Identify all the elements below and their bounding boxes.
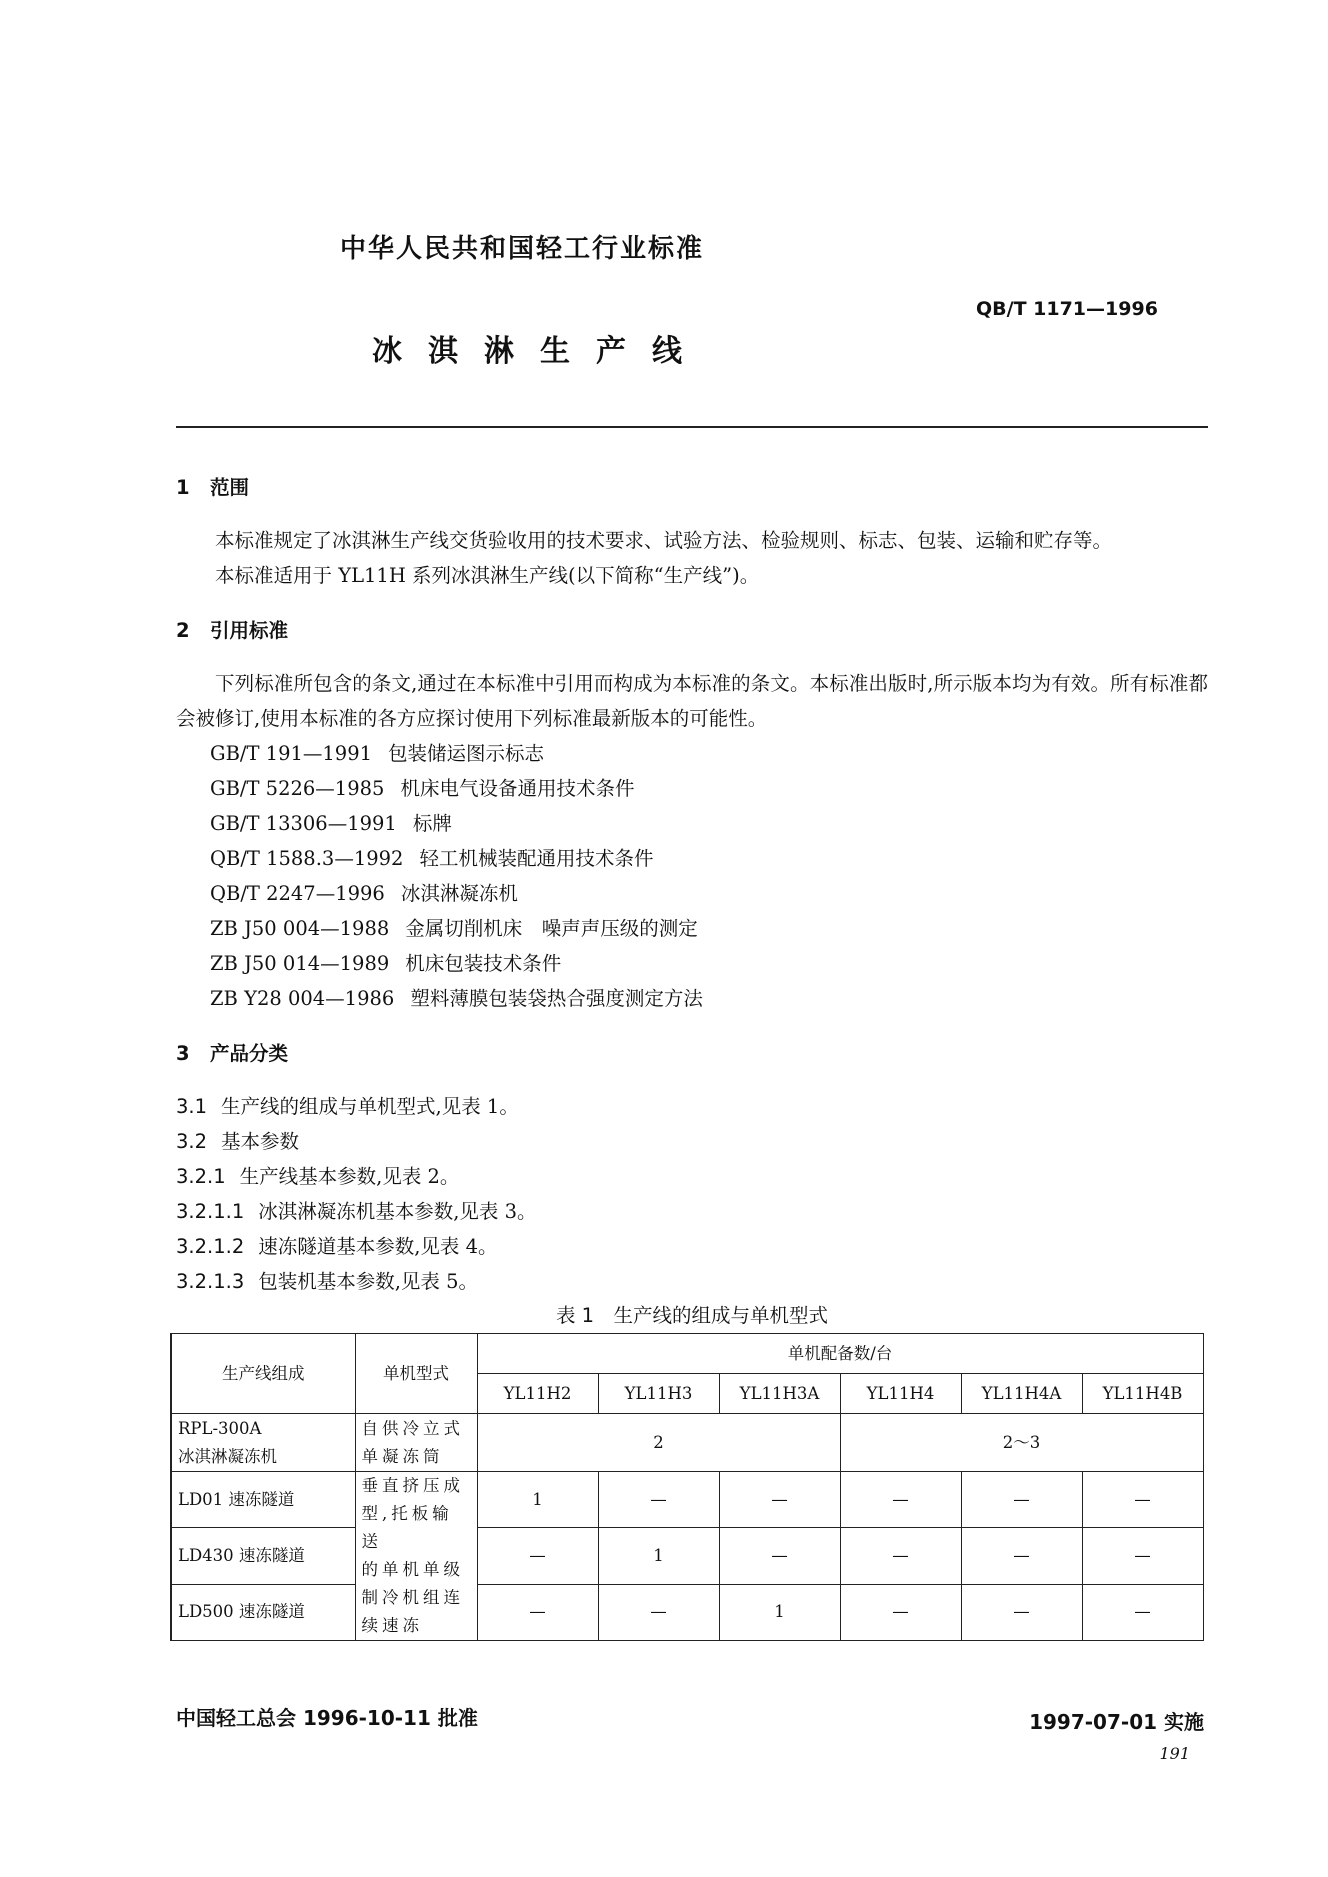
reference-list	[176, 736, 1208, 1016]
reference-name: 金属切削机床 噪声声压级的测定	[405, 917, 698, 940]
table-cell: —	[598, 1472, 719, 1528]
table-cell: —	[1082, 1584, 1203, 1640]
clause-number: 3.1	[176, 1095, 208, 1118]
table-row	[171, 1528, 1203, 1584]
table-cell: 2	[477, 1414, 840, 1472]
clause-number: 3.2.1.2	[176, 1235, 245, 1258]
clause-number: 3.2.1	[176, 1165, 226, 1188]
table-cell: —	[477, 1528, 598, 1584]
section-heading	[176, 470, 1208, 505]
clause	[176, 1194, 1208, 1229]
clause	[176, 1124, 1208, 1159]
clause	[176, 1159, 1208, 1194]
reference-name: 塑料薄膜包装袋热合强度测定方法	[410, 987, 703, 1010]
model-header: YL11H4	[840, 1374, 961, 1414]
table-cell: —	[477, 1584, 598, 1640]
column-header: 单机型式	[355, 1334, 477, 1414]
clause-text: 包装机基本参数,见表 5。	[258, 1270, 479, 1293]
reference-name: 包装储运图示标志	[388, 742, 545, 765]
paragraph: 下列标准所包含的条文,通过在本标准中引用而构成为本标准的条文。本标准出版时,所示版本均为有效。所有标准都会被修订,使用本标准的各方应探讨使用下列标准最新版本的可能性。	[176, 672, 1208, 730]
section-number: 1	[176, 476, 190, 499]
table-row	[171, 1414, 1203, 1472]
header-divider	[176, 426, 1208, 428]
section-number: 2	[176, 619, 190, 642]
table-cell: —	[1082, 1472, 1203, 1528]
implementation-note: 1997-07-01 实施	[1029, 1710, 1204, 1734]
clause	[176, 1229, 1208, 1264]
document-body	[176, 470, 1208, 1641]
model-header: YL11H4B	[1082, 1374, 1203, 1414]
cell-line: 的单机单级	[361, 1560, 464, 1579]
reference-code: GB/T 13306—1991	[210, 812, 397, 835]
paragraph: 本标准适用于 YL11H 系列冰淇淋生产线(以下简称“生产线”)。	[215, 564, 760, 587]
column-header: 生产线组成	[171, 1334, 355, 1414]
table-cell: 1	[719, 1584, 840, 1640]
reference-code: ZB J50 014—1989	[210, 952, 390, 975]
model-header: YL11H3A	[719, 1374, 840, 1414]
table-cell: —	[719, 1528, 840, 1584]
list-item	[210, 946, 1208, 981]
clause-number: 3.2	[176, 1130, 208, 1153]
approval-note: 中国轻工总会 1996-10-11 批准	[176, 1706, 478, 1730]
clause-text: 生产线基本参数,见表 2。	[239, 1165, 460, 1188]
reference-code: QB/T 2247—1996	[210, 882, 385, 905]
table-cell	[355, 1472, 477, 1641]
clause-text: 基本参数	[221, 1130, 300, 1153]
list-item	[210, 841, 1208, 876]
reference-code: ZB Y28 004—1986	[210, 987, 395, 1010]
reference-name: 标牌	[412, 812, 452, 835]
reference-code: QB/T 1588.3—1992	[210, 847, 404, 870]
column-group-header: 单机配备数/台	[477, 1334, 1203, 1374]
cell-line: 垂直挤压成	[361, 1476, 464, 1495]
table-cell: LD430 速冻隧道	[171, 1528, 355, 1584]
clause	[176, 1089, 1208, 1124]
paragraph: 本标准规定了冰淇淋生产线交货验收用的技术要求、试验方法、检验规则、标志、包装、运输和贮存等。	[215, 529, 1113, 552]
cell-line: 单凝冻筒	[361, 1446, 444, 1466]
table-cell	[171, 1414, 355, 1472]
composition-table	[170, 1333, 1204, 1641]
reference-name: 机床电气设备通用技术条件	[400, 777, 635, 800]
section-title: 产品分类	[210, 1042, 289, 1065]
section-heading	[176, 613, 1208, 648]
clause-number: 3.2.1.1	[176, 1200, 245, 1223]
table-cell: 1	[598, 1528, 719, 1584]
table-cell	[355, 1414, 477, 1472]
cell-line: 制冷机组连	[361, 1588, 464, 1607]
table-cell: —	[719, 1472, 840, 1528]
table-header-row	[171, 1334, 1203, 1374]
section-heading	[176, 1036, 1208, 1071]
table-cell: 2～3	[840, 1414, 1203, 1472]
table-cell: —	[840, 1584, 961, 1640]
section-title: 引用标准	[210, 619, 289, 642]
cell-line: 冰淇淋凝冻机	[178, 1446, 277, 1466]
model-header: YL11H4A	[961, 1374, 1082, 1414]
list-item	[210, 981, 1208, 1016]
table-row	[171, 1472, 1203, 1528]
standard-code: QB/T 1171—1996	[976, 298, 1158, 320]
reference-name: 轻工机械装配通用技术条件	[419, 847, 654, 870]
table-cell: —	[840, 1472, 961, 1528]
table-cell: LD01 速冻隧道	[171, 1472, 355, 1528]
table-caption: 表 1 生产线的组成与单机型式	[555, 1304, 829, 1327]
section-title: 范围	[210, 476, 250, 499]
table-row	[171, 1584, 1203, 1640]
table-cell: —	[1082, 1528, 1203, 1584]
cell-line: 型,托板输送	[361, 1504, 453, 1551]
cell-line: 自供冷立式	[361, 1418, 464, 1438]
list-item	[210, 806, 1208, 841]
document-title: 冰淇淋生产线	[372, 334, 708, 369]
list-item	[210, 876, 1208, 911]
table-cell: —	[840, 1528, 961, 1584]
table-cell: —	[598, 1584, 719, 1640]
table-cell: 1	[477, 1472, 598, 1528]
reference-name: 机床包装技术条件	[405, 952, 562, 975]
cell-line: RPL-300A	[178, 1418, 262, 1438]
reference-name: 冰淇淋凝冻机	[400, 882, 518, 905]
table-cell: —	[961, 1472, 1082, 1528]
table-cell: LD500 速冻隧道	[171, 1584, 355, 1640]
list-item	[210, 911, 1208, 946]
section-number: 3	[176, 1042, 190, 1065]
list-item	[210, 736, 1208, 771]
reference-code: GB/T 191—1991	[210, 742, 373, 765]
clause-text: 速冻隧道基本参数,见表 4。	[258, 1235, 498, 1258]
model-header: YL11H2	[477, 1374, 598, 1414]
cell-line: 续速冻	[361, 1616, 423, 1635]
model-header: YL11H3	[598, 1374, 719, 1414]
table-cell: —	[961, 1528, 1082, 1584]
list-item	[210, 771, 1208, 806]
clause-number: 3.2.1.3	[176, 1270, 245, 1293]
clause-text: 生产线的组成与单机型式,见表 1。	[221, 1095, 519, 1118]
reference-code: ZB J50 004—1988	[210, 917, 390, 940]
clause	[176, 1264, 1208, 1299]
page-number: 191	[1159, 1744, 1190, 1763]
standard-body-heading: 中华人民共和国轻工行业标准	[340, 234, 705, 264]
reference-code: GB/T 5226—1985	[210, 777, 385, 800]
clause-text: 冰淇淋凝冻机基本参数,见表 3。	[258, 1200, 537, 1223]
table-cell: —	[961, 1584, 1082, 1640]
